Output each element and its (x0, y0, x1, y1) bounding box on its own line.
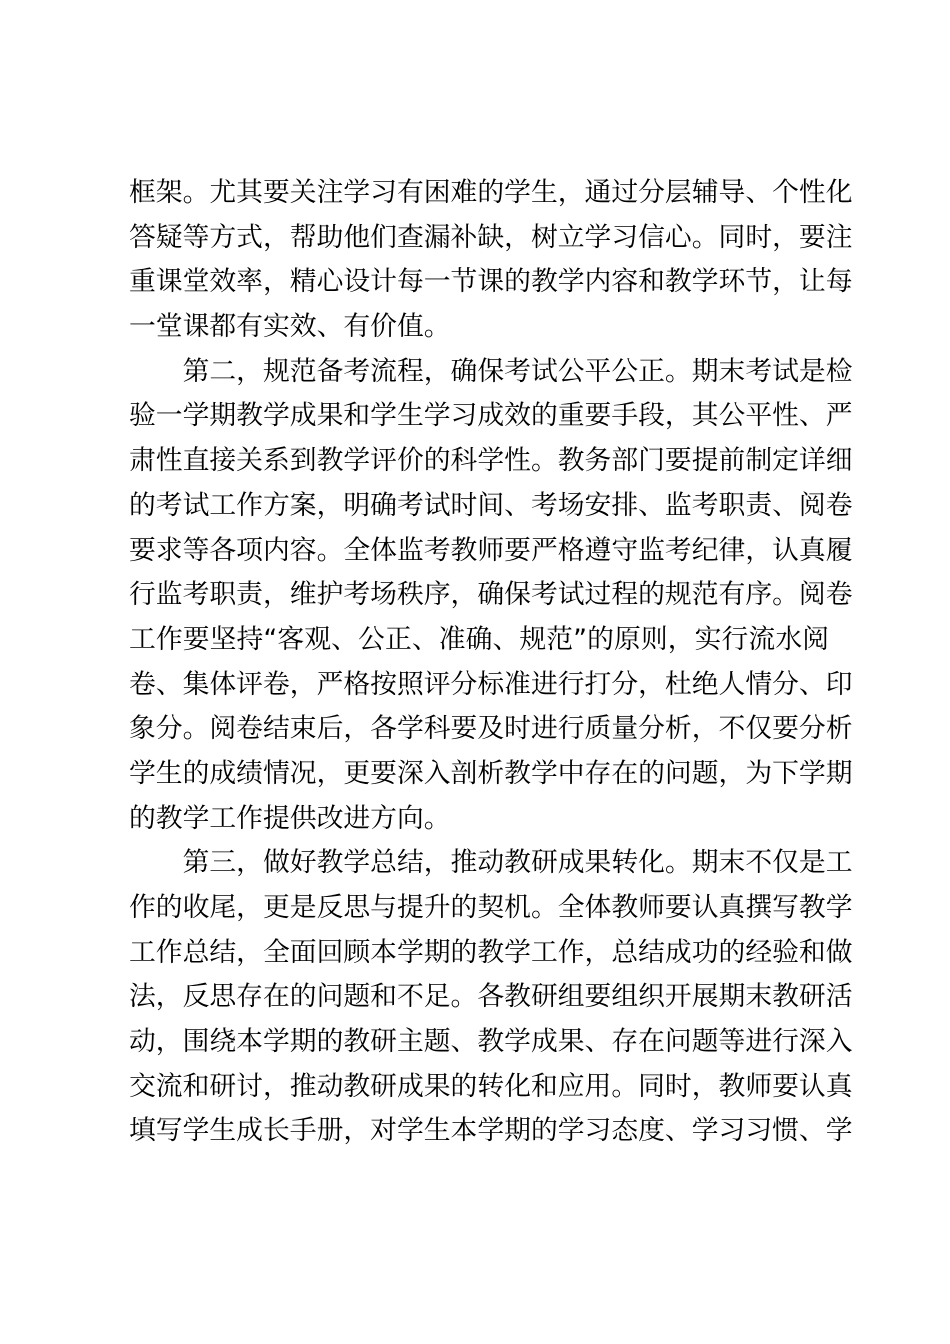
text-line: 第三，做好教学总结，推动教研成果转化。期末不仅是工 (182, 847, 853, 879)
body-text (129, 171, 853, 1154)
text-line: 填写学生成长手册，对学生本学期的学习态度、学习习惯、学 (129, 1115, 853, 1147)
text-line: 重课堂效率，精心设计每一节课的教学内容和教学环节，让每 (129, 266, 853, 298)
text-line: 行监考职责，维护考场秩序，确保考试过程的规范有序。阅卷 (129, 579, 853, 611)
text-line: 第二，规范备考流程，确保考试公平公正。期末考试是检 (182, 355, 853, 387)
text-line: 作的收尾，更是反思与提升的契机。全体教师要认真撰写教学 (129, 892, 853, 923)
text-line: 象分。阅卷结束后，各学科要及时进行质量分析，不仅要分析 (129, 713, 853, 745)
text-line: 一堂课都有实效、有价值。 (129, 311, 451, 343)
text-line: 要求等各项内容。全体监考教师要严格遵守监考纪律，认真履 (129, 534, 853, 566)
text-line: 的考试工作方案，明确考试时间、考场安排、监考职责、阅卷 (129, 489, 853, 521)
text-line: 动，围绕本学期的教研主题、教学成果、存在问题等进行深入 (129, 1026, 853, 1058)
text-line: 交流和研讨，推动教研成果的转化和应用。同时，教师要认真 (129, 1070, 853, 1102)
text-line: 框架。尤其要关注学习有困难的学生，通过分层辅导、个性化 (129, 177, 853, 208)
text-line: 的教学工作提供改进方向。 (129, 802, 451, 834)
text-line: 验一学期教学成果和学生学习成效的重要手段，其公平性、严 (129, 400, 853, 432)
text-line: 卷、集体评卷，严格按照评分标准进行打分，杜绝人情分、印 (129, 668, 853, 700)
text-line: 法，反思存在的问题和不足。各教研组要组织开展期末教研活 (129, 981, 853, 1013)
text-line: 学生的成绩情况，更要深入剖析教学中存在的问题，为下学期 (129, 757, 853, 789)
text-line: 工作总结，全面回顾本学期的教学工作，总结成功的经验和做 (129, 936, 853, 968)
text-line: 答疑等方式，帮助他们查漏补缺，树立学习信心。同时，要注 (129, 221, 853, 253)
text-line: 工作要坚持“客观、公正、准确、规范”的原则，实行流水阅 (129, 623, 829, 655)
text-line: 肃性直接关系到教学评价的科学性。教务部门要提前制定详细 (129, 445, 853, 477)
